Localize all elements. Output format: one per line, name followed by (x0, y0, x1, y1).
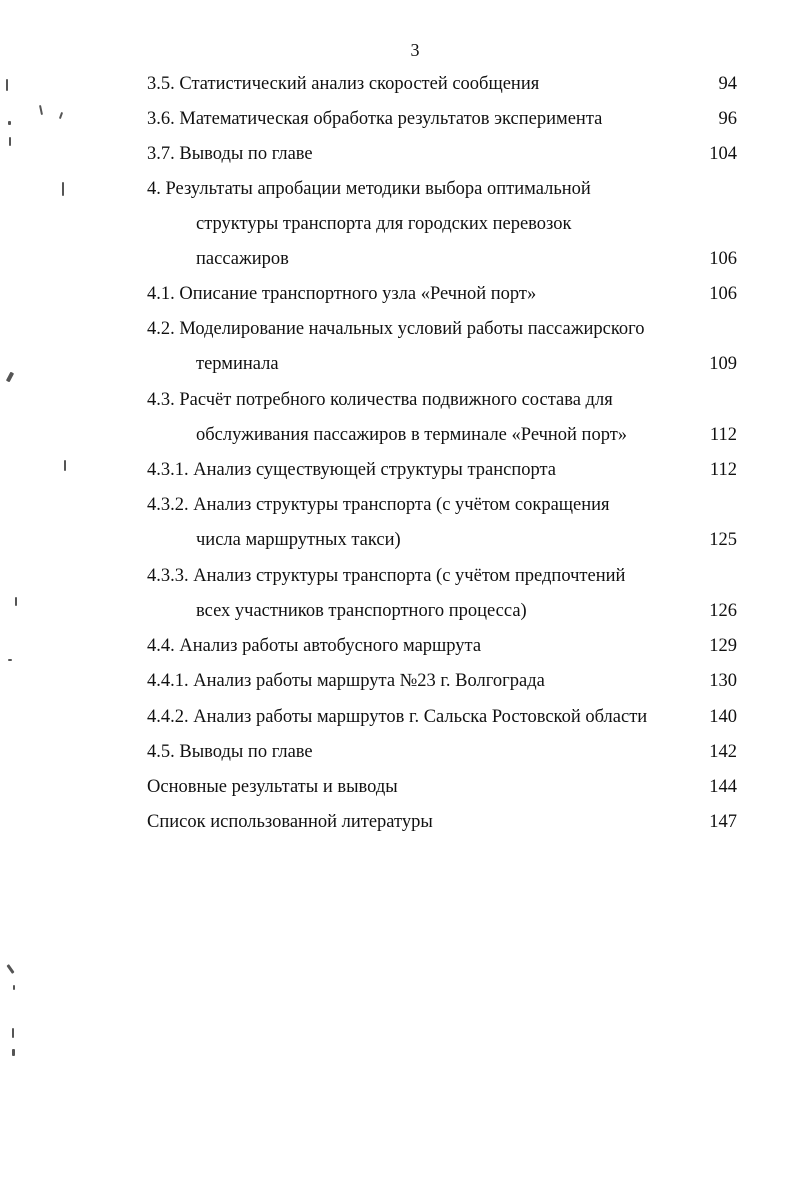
toc-entry-3-5 (147, 69, 737, 99)
toc-entry-4-3-line-2 (196, 420, 737, 450)
toc-entry-text: 4.1. Описание транспортного узла «Речной порт» (147, 284, 537, 304)
scan-artifact (12, 1049, 15, 1056)
toc-entry-4-1 (147, 279, 737, 309)
toc-entry-page: 112 (709, 425, 737, 445)
toc-entry-text: 4.4. Анализ работы автобусного маршрута (147, 636, 482, 656)
page-number: 3 (410, 40, 420, 60)
toc-entry-page: 106 (709, 249, 737, 269)
toc-entry-page: 140 (709, 707, 737, 727)
toc-entry-4-5 (147, 737, 737, 767)
toc-entry-4-3-3-line-2 (196, 596, 737, 626)
toc-entry-4-line-3 (196, 244, 737, 274)
toc-entry-text: терминала (196, 354, 279, 374)
toc-entry-text: структуры транспорта для городских перевозок (196, 214, 572, 234)
toc-entry-page: 106 (709, 284, 737, 304)
toc-entry-4-3-1 (147, 455, 737, 485)
toc-entry-text: 4.3.3. Анализ структуры транспорта (с учётом предпочтений (147, 566, 626, 586)
toc-entry-4-4 (147, 631, 737, 661)
toc-entry-page: 94 (718, 74, 737, 94)
toc-entry-4-3-2-line-2 (196, 525, 737, 555)
toc-entry-page: 112 (709, 460, 737, 480)
toc-entry-page: 125 (709, 530, 737, 550)
toc-entry-page: 109 (709, 354, 737, 374)
toc-entry-page: 129 (709, 636, 737, 656)
scan-artifact (8, 659, 12, 661)
scan-artifact (9, 137, 11, 146)
toc-entry-text: обслуживания пассажиров в терминале «Речной порт» (196, 425, 628, 445)
toc-entry-page: 130 (709, 671, 737, 691)
toc-entry-page: 142 (709, 742, 737, 762)
toc-entry-references (147, 807, 737, 837)
toc-entry-page: 126 (709, 601, 737, 621)
toc-entry-text: 3.6. Математическая обработка результатов эксперимента (147, 109, 603, 129)
toc-entry-page: 147 (709, 812, 737, 832)
toc-entry-4-4-1 (147, 666, 737, 696)
toc-entry-4-2-line-2 (196, 349, 737, 379)
toc-entry-4-2-line-1 (147, 314, 737, 344)
toc-entry-text: 4.2. Моделирование начальных условий работы пассажирского (147, 319, 645, 339)
toc-entry-text: 3.5. Статистический анализ скоростей сообщения (147, 74, 540, 94)
toc-entry-4-4-2 (147, 702, 737, 732)
toc-entry-4-line-1 (147, 174, 737, 204)
toc-entry-4-line-2 (196, 209, 737, 239)
toc-entry-text: всех участников транспортного процесса) (196, 601, 527, 621)
toc-entry-text: 4.3. Расчёт потребного количества подвижного состава для (147, 390, 613, 410)
scan-artifact (15, 597, 17, 606)
toc-entry-4-3-line-1 (147, 385, 737, 415)
toc-entry-page: 144 (709, 777, 737, 797)
scan-artifact (13, 985, 15, 990)
scan-artifact (12, 1028, 14, 1038)
toc-entry-3-7 (147, 139, 737, 169)
toc-entry-text: 4. Результаты апробации методики выбора оптимальной (147, 179, 591, 199)
toc-entry-3-6 (147, 104, 737, 134)
toc-entry-4-3-2-line-1 (147, 490, 737, 520)
toc-entry-4-3-3-line-1 (147, 561, 737, 591)
scan-artifact (8, 121, 11, 125)
toc-entry-text: 4.4.1. Анализ работы маршрута №23 г. Волгограда (147, 671, 545, 691)
toc-entry-text: 4.5. Выводы по главе (147, 742, 313, 762)
toc-entry-text: 3.7. Выводы по главе (147, 144, 313, 164)
toc-entry-text: 4.3.2. Анализ структуры транспорта (с учётом сокращения (147, 495, 610, 515)
toc-entry-page: 96 (718, 109, 737, 129)
toc-entry-text: 4.3.1. Анализ существующей структуры транспорта (147, 460, 557, 480)
toc-entry-text: числа маршрутных такси) (196, 530, 401, 550)
toc-entry-text: пассажиров (196, 249, 289, 269)
toc-entry-text: 4.4.2. Анализ работы маршрутов г. Сальска Ростовской области (147, 707, 648, 727)
scan-artifact (64, 460, 66, 471)
toc-entry-main-results (147, 772, 737, 802)
toc-entry-text: Список использованной литературы (147, 812, 433, 832)
toc-entry-page: 104 (709, 144, 737, 164)
scan-artifact (62, 182, 64, 196)
scan-artifact (6, 79, 8, 91)
toc-entry-text: Основные результаты и выводы (147, 777, 398, 797)
